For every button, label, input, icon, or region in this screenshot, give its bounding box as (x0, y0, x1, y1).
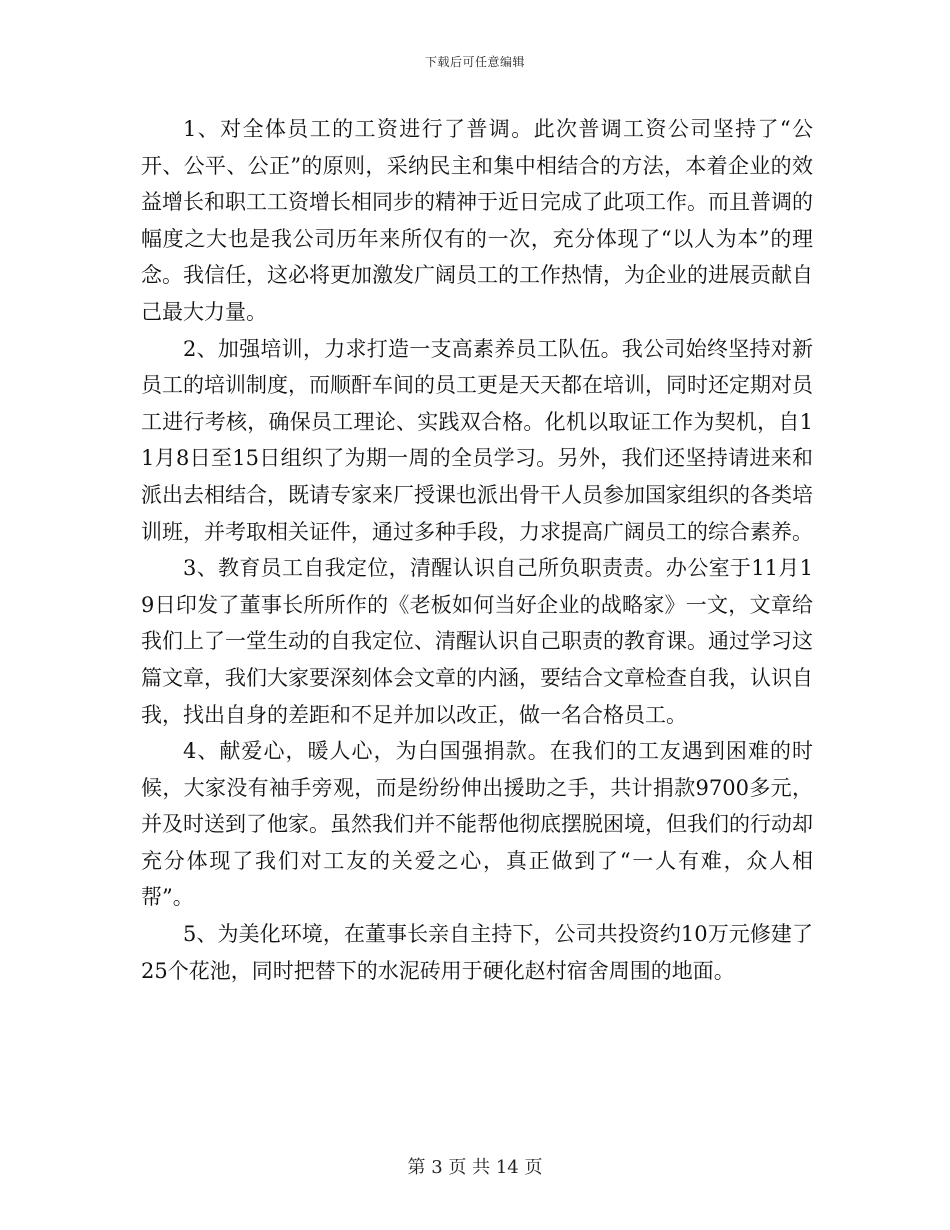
paragraph-1: 1、对全体员工的工资进行了普调。此次普调工资公司坚持了“公开、公平、公正”的原则，采纳民主和集中相结合的方法，本着企业的效益增长和职工工资增长相同步的精神于近日完成了此项工作。而且普调的幅度之大也是我公司历年来所仅有的一次，充分体现了“以人为本”的理念。我信任，这必将更加激发广阔员工的工作热情，为企业的进展贡献自己最大力量。 (141, 117, 813, 324)
page-number-footer: 第 3 页 共 14 页 (407, 1157, 543, 1178)
document-body (141, 111, 813, 989)
paragraph-2: 2、加强培训，力求打造一支高素养员工队伍。我公司始终坚持对新员工的培训制度，而顺酐车间的员工更是天天都在培训，同时还定期对员工进行考核，确保员工理论、实践双合格。化机以取证工作为契机，自11月8日至15日组织了为期一周的全员学习。另外，我们还坚持请进来和派出去相结合，既请专家来厂授课也派出骨干人员参加国家组织的各类培训班，并考取相关证件，通过多种手段，力求提高广阔员工的综合素养。 (141, 336, 813, 544)
page-header-note: 下载后可任意编辑 (424, 55, 525, 69)
paragraph-5: 5、为美化环境，在董事长亲自主持下，公司共投资约10万元修建了25个花池，同时把替下的水泥砖用于硬化赵村宿舍周围的地面。 (141, 922, 813, 983)
paragraph-3: 3、教育员工自我定位，清醒认识自己所负职责责。办公室于11月19日印发了董事长所所作的《老板如何当好企业的战略家》一文，文章给我们上了一堂生动的自我定位、清醒认识自己职责的教育课。通过学习这篇文章，我们大家要深刻体会文章的内涵，要结合文章检查自我，认识自我，找出自身的差距和不足并加以改正，做一名合格员工。 (141, 556, 813, 727)
paragraph-4: 4、献爱心，暖人心，为白国强捐款。在我们的工友遇到困难的时候，大家没有袖手旁观，而是纷纷伸出援助之手，共计捐款9700多元，并及时送到了他家。虽然我们并不能帮他彻底摆脱困境，但我们的行动却充分体现了我们对工友的关爱之心，真正做到了“一人有难，众人相帮”。 (141, 739, 813, 910)
